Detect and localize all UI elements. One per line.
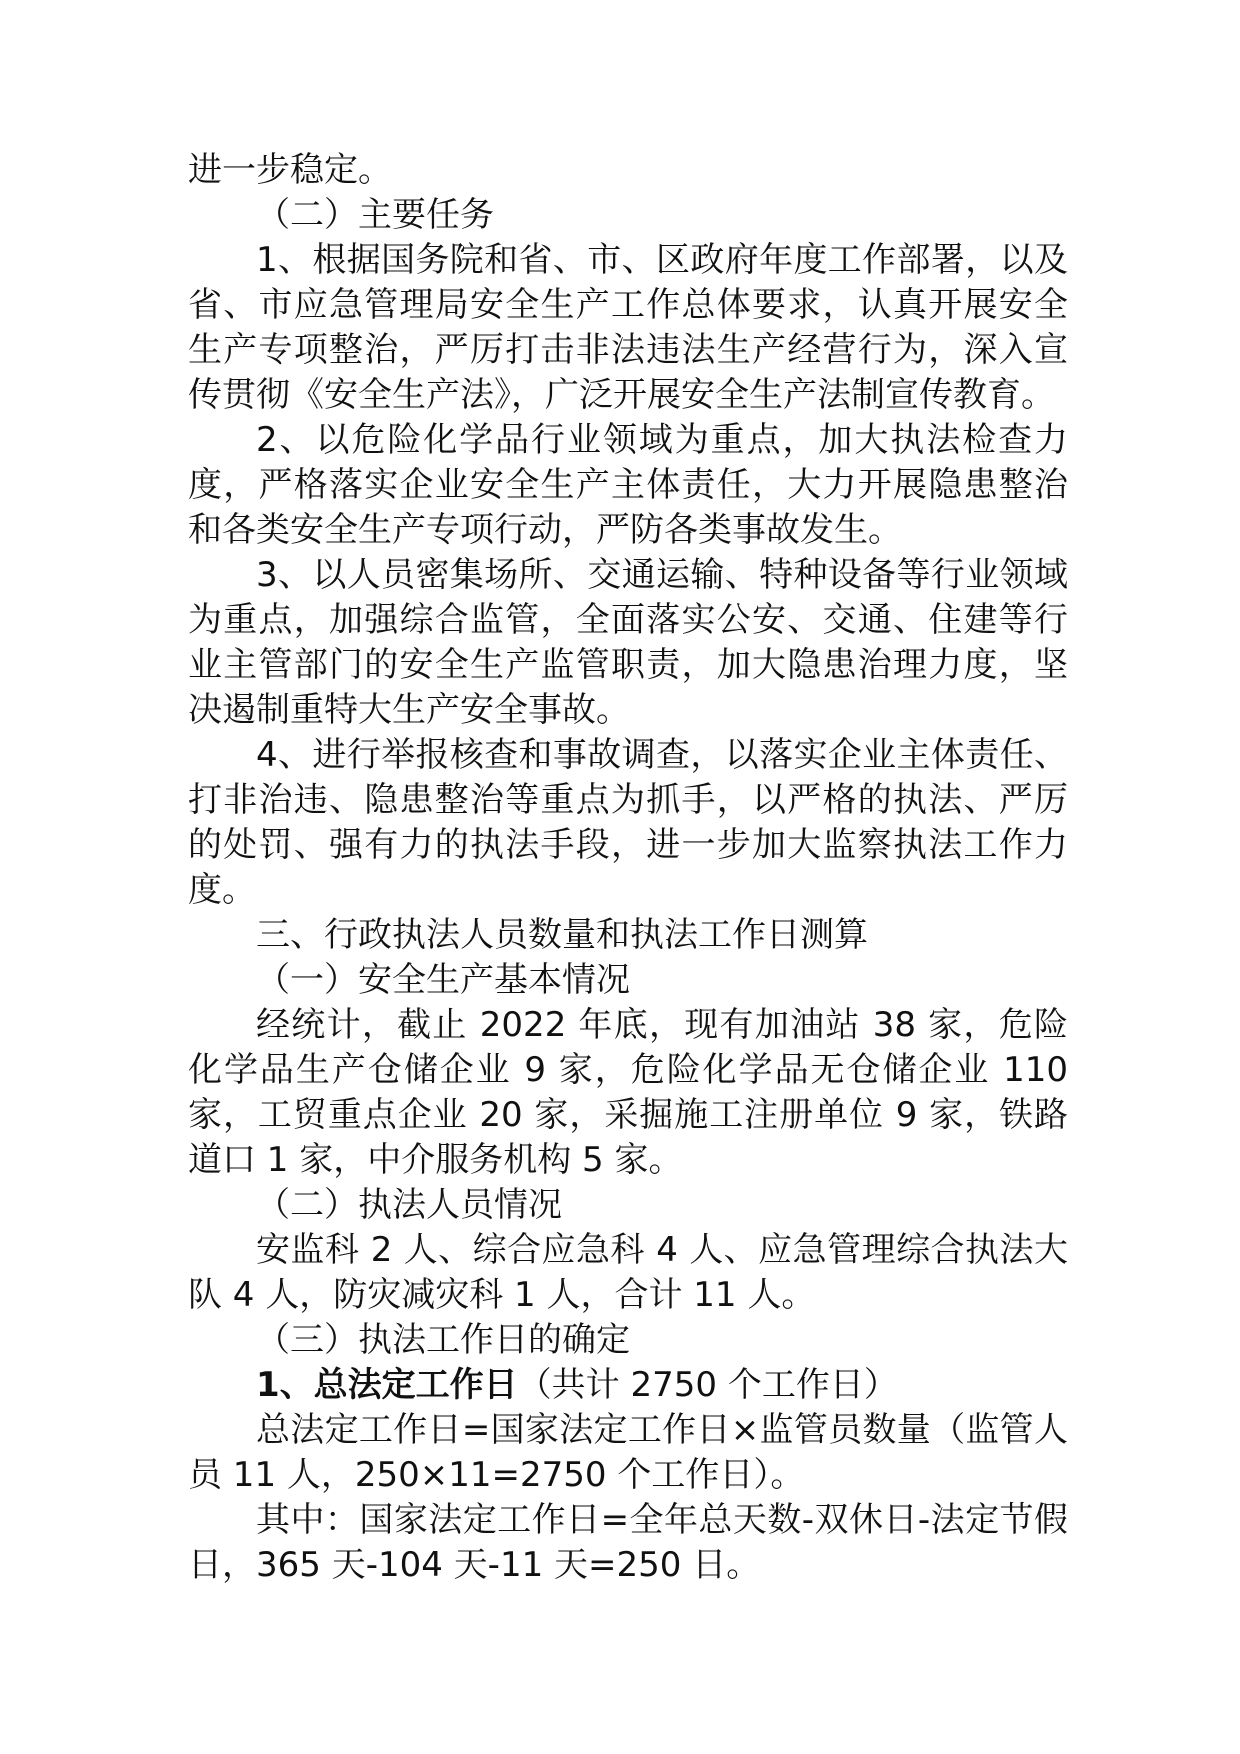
- paragraph-continuation: 进一步稳定。: [188, 150, 392, 190]
- section-heading-3: 三、行政执法人员数量和执法工作日测算: [256, 915, 868, 955]
- heading-basic-situation: （一）安全生产基本情况: [256, 960, 630, 1000]
- heading-workdays: （三）执法工作日的确定: [256, 1320, 630, 1360]
- task-item-4: 4、进行举报核查和事故调查，以落实企业主体责任、打非治违、隐患整治等重点为抓手，以严格的执法、严厉的处罚、强有力的执法手段，进一步加大监察执法工作力度。: [188, 735, 1068, 910]
- formula-national-workdays: 其中：国家法定工作日=全年总天数-双休日-法定节假日，365 天-104 天-11 天=250 日。: [188, 1500, 1068, 1585]
- task-item-3: 3、以人员密集场所、交通运输、特种设备等行业领域为重点，加强综合监管，全面落实公安、交通、住建等行业主管部门的安全生产监管职责，加大隐患治理力度，坚决遏制重特大生产安全事故。: [188, 555, 1068, 730]
- workdays-bold-label: 1、总法定工作日: [256, 1365, 518, 1405]
- basic-situation-text: 经统计，截止 2022 年底，现有加油站 38 家，危险化学品生产仓储企业 9 家，危险化学品无仓储企业 110 家，工贸重点企业 20 家，采掘施工注册单位 9 家，铁路道口 1 家，中介服务机构 5 家。: [188, 1005, 1068, 1180]
- workdays-subheading: [188, 1363, 1068, 1408]
- task-item-2: 2、以危险化学品行业领域为重点，加大执法检查力度，严格落实企业安全生产主体责任，大力开展隐患整治和各类安全生产专项行动，严防各类事故发生。: [188, 420, 1068, 550]
- task-item-1: 1、根据国务院和省、市、区政府年度工作部署，以及省、市应急管理局安全生产工作总体要求，认真开展安全生产专项整治，严厉打击非法违法生产经营行为，深入宣传贯彻《安全生产法》，广泛开展安全生产法制宣传教育。: [188, 240, 1068, 415]
- formula-total-workdays: 总法定工作日=国家法定工作日×监管员数量（监管人员 11 人，250×11=2750 个工作日）。: [188, 1410, 1068, 1495]
- workdays-note: （共计 2750 个工作日）: [517, 1365, 898, 1405]
- heading-staff: （二）执法人员情况: [256, 1185, 562, 1225]
- staff-text: 安监科 2 人、综合应急科 4 人、应急管理综合执法大队 4 人，防灾减灾科 1 人，合计 11 人。: [188, 1230, 1068, 1315]
- document-page: [188, 148, 1068, 1588]
- heading-main-tasks: （二）主要任务: [256, 195, 494, 235]
